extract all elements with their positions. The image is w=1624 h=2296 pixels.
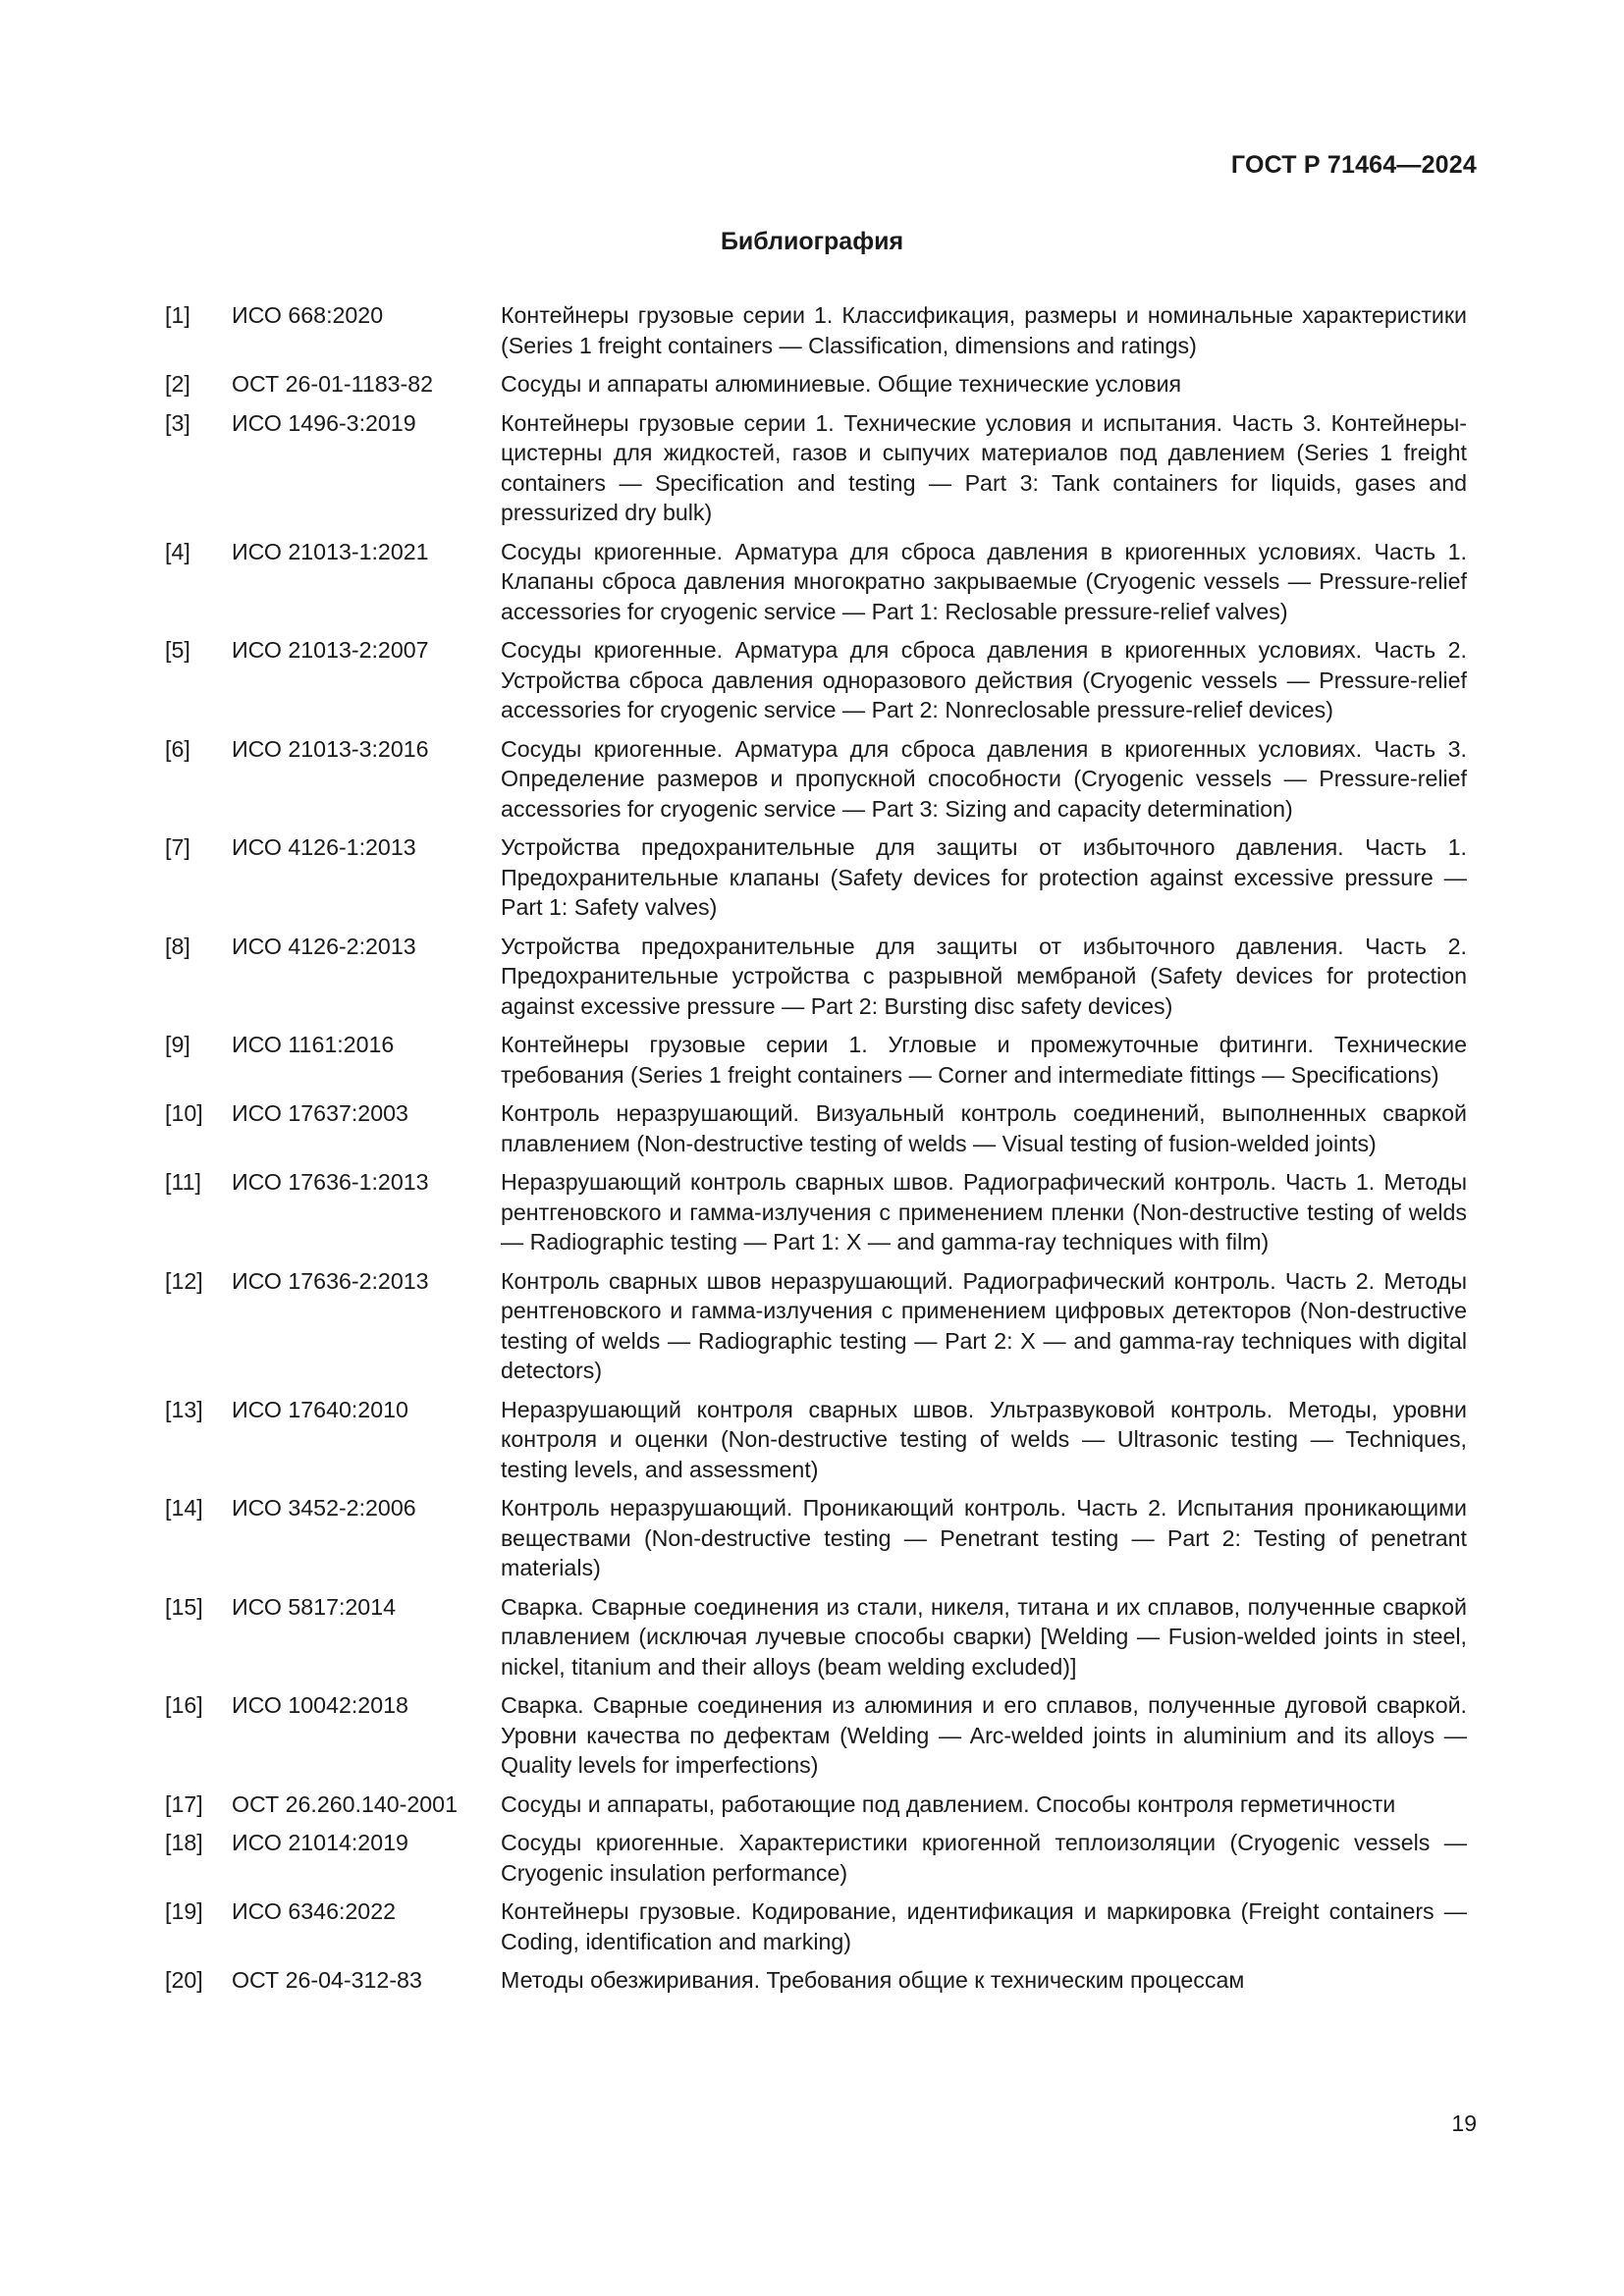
entry-title: Методы обезжиривания. Требования общие к техническим процессам [501, 1967, 1245, 1993]
bibliography-entry [165, 1690, 1467, 1781]
document-id: ГОСТ Р 71464—2024 [1230, 151, 1477, 179]
entry-standard-code: ИСО 3452-2:2006 [232, 1495, 416, 1521]
bibliography-entry [165, 300, 1467, 360]
bibliography-entry [165, 1167, 1467, 1257]
entry-number: [3] [165, 409, 190, 436]
entry-number: [6] [165, 735, 190, 762]
entry-number: [13] [165, 1396, 203, 1422]
bibliography-list [165, 300, 1467, 2004]
entry-standard-code: ИСО 17640:2010 [232, 1396, 408, 1422]
bibliography-entry [165, 1896, 1467, 1956]
entry-standard-code: ИСО 6346:2022 [232, 1898, 396, 1924]
bibliography-entry [165, 635, 1467, 725]
entry-number: [20] [165, 1967, 203, 1993]
entry-number: [2] [165, 371, 190, 397]
bibliography-entry [165, 1592, 1467, 1682]
entry-standard-code: ИСО 4126-1:2013 [232, 834, 416, 860]
entry-number: [5] [165, 637, 190, 663]
entry-number: [16] [165, 1692, 203, 1718]
bibliography-entry [165, 1266, 1467, 1386]
entry-standard-code: ИСО 4126-2:2013 [232, 933, 416, 959]
bibliography-entry [165, 734, 1467, 825]
entry-title: Сосуды криогенные. Характеристики криогенной теплоизоляции (Cryogenic vessels — Cryogenic insulation performance) [501, 1830, 1467, 1886]
bibliography-entry [165, 832, 1467, 923]
entry-number: [4] [165, 538, 190, 564]
entry-standard-code: ИСО 21013-3:2016 [232, 735, 429, 762]
entry-number: [12] [165, 1267, 203, 1294]
bibliography-entry [165, 1098, 1467, 1158]
entry-standard-code: ОСТ 26.260.140-2001 [232, 1790, 458, 1817]
entry-standard-code: ИСО 1161:2016 [232, 1032, 395, 1057]
bibliography-entry [165, 1828, 1467, 1888]
entry-standard-code: ОСТ 26-04-312-83 [232, 1967, 422, 1993]
entry-title: Неразрушающий контроль сварных швов. Радиографический контроль. Часть 1. Методы рентгеновского и гамма-излучения с применением пленки (Non-destructive testing of welds — Radiographic testing — Part 1: X — and gamma-ray techniques with film) [501, 1169, 1467, 1255]
entry-title: Контейнеры грузовые серии 1. Угловые и промежуточные фитинги. Технические требования (Series 1 freight containers — Corner and intermediate fittings — Specifications) [501, 1032, 1467, 1088]
entry-title: Сосуды криогенные. Арматура для сброса давления в криогенных условиях. Часть 1. Клапаны сброса давления многократно закрываемые (Cryogenic vessels — Pressure-relief accessories for cryogenic service — Part 1: Reclosable pressure-relief valves) [501, 538, 1467, 624]
bibliography-entry [165, 1395, 1467, 1485]
section-title: Библиография [720, 228, 904, 255]
entry-number: [18] [165, 1830, 203, 1855]
bibliography-entry [165, 1789, 1467, 1820]
entry-number: [11] [165, 1169, 201, 1195]
entry-number: [1] [165, 302, 190, 328]
entry-standard-code: ИСО 21014:2019 [232, 1830, 408, 1855]
entry-standard-code: ИСО 668:2020 [232, 302, 384, 328]
bibliography-entry [165, 932, 1467, 1022]
entry-number: [15] [165, 1593, 203, 1620]
entry-title: Сосуды и аппараты алюминиевые. Общие технические условия [501, 371, 1182, 397]
bibliography-entry [165, 369, 1467, 400]
entry-standard-code: ИСО 21013-2:2007 [232, 637, 429, 663]
entry-title: Неразрушающий контроля сварных швов. Ультразвуковой контроль. Методы, уровни контроля и оценки (Non-destructive testing of welds — Ultrasonic testing — Techniques, testing levels, and assessment) [501, 1396, 1467, 1482]
entry-title: Устройства предохранительные для защиты от избыточного давления. Часть 2. Предохранительные устройства с разрывной мембраной (Safety devices for protection against excessive pressure — Part 2: Bursting disc safety devices) [501, 933, 1467, 1019]
entry-standard-code: ИСО 10042:2018 [232, 1692, 408, 1718]
entry-title: Сосуды и аппараты, работающие под давлением. Способы контроля герметичности [501, 1790, 1396, 1817]
entry-title: Сварка. Сварные соединения из стали, никеля, титана и их сплавов, полученные сваркой плавлением (исключая лучевые способы сварки) [Welding — Fusion-welded joints in steel, nickel, titanium and their alloys (beam welding excluded)] [501, 1593, 1467, 1680]
entry-standard-code: ИСО 21013-1:2021 [232, 538, 429, 564]
entry-title: Контроль неразрушающий. Проникающий контроль. Часть 2. Испытания проникающими веществами (Non-destructive testing — Penetrant testing — Part 2: Testing of penetrant materials) [501, 1495, 1467, 1580]
bibliography-entry [165, 1965, 1467, 1996]
page-number: 19 [1451, 2110, 1477, 2136]
entry-title: Устройства предохранительные для защиты от избыточного давления. Часть 1. Предохранительные клапаны (Safety devices for protection against excessive pressure — Part 1: Safety valves) [501, 834, 1467, 920]
entry-number: [19] [165, 1898, 203, 1924]
entry-standard-code: ИСО 17636-2:2013 [232, 1267, 429, 1294]
entry-title: Сосуды криогенные. Арматура для сброса давления в криогенных условиях. Часть 2. Устройства сброса давления одноразового действия (Cryogenic vessels — Pressure-relief accessories for cryogenic service — Part 2: Nonreclosable pressure-relief devices) [501, 637, 1467, 722]
entry-title: Контейнеры грузовые. Кодирование, идентификация и маркировка (Freight containers — Coding, identification and marking) [501, 1898, 1467, 1954]
entry-title: Контейнеры грузовые серии 1. Классификация, размеры и номинальные характеристики (Series 1 freight containers — Classification, dimensions and ratings) [501, 302, 1467, 358]
entry-number: [7] [165, 834, 190, 860]
entry-standard-code: ИСО 5817:2014 [232, 1593, 396, 1620]
entry-title: Сосуды криогенные. Арматура для сброса давления в криогенных условиях. Часть 3. Определение размеров и пропускной способности (Cryogenic vessels — Pressure-relief accessories for cryogenic service — Part 3: Sizing and capacity determination) [501, 735, 1467, 822]
entry-standard-code: ИСО 1496-3:2019 [232, 409, 416, 436]
entry-number: [8] [165, 933, 190, 959]
entry-standard-code: ИСО 17637:2003 [232, 1100, 408, 1126]
bibliography-entry [165, 537, 1467, 627]
bibliography-entry [165, 1030, 1467, 1090]
entry-number: [14] [165, 1495, 203, 1521]
entry-standard-code: ИСО 17636-1:2013 [232, 1169, 429, 1195]
bibliography-entry [165, 1493, 1467, 1583]
entry-number: [17] [165, 1790, 203, 1817]
bibliography-entry [165, 408, 1467, 528]
entry-title: Сварка. Сварные соединения из алюминия и его сплавов, полученные дуговой сваркой. Уровни качества по дефектам (Welding — Arc-welded joints in aluminium and its alloys — Quality levels for imperfections) [501, 1692, 1467, 1778]
entry-title: Контроль неразрушающий. Визуальный контроль соединений, выполненных сваркой плавлением (Non-destructive testing of welds — Visual testing of fusion-welded joints) [501, 1100, 1467, 1156]
entry-title: Контейнеры грузовые серии 1. Технические условия и испытания. Часть 3. Контейнеры-цистерны для жидкостей, газов и сыпучих материалов под давлением (Series 1 freight containers — Specification and testing — Part 3: Tank containers for liquids, gases and pressurized dry bulk) [501, 409, 1467, 525]
entry-standard-code: ОСТ 26-01-1183-82 [232, 371, 434, 397]
entry-number: [9] [165, 1032, 190, 1057]
entry-number: [10] [165, 1100, 203, 1126]
entry-title: Контроль сварных швов неразрушающий. Радиографический контроль. Часть 2. Методы рентгеновского и гамма-излучения с применением цифровых детекторов (Non-destructive testing of welds — Radiographic testing — Part 2: X — and gamma-ray techniques with digital detectors) [501, 1267, 1467, 1383]
